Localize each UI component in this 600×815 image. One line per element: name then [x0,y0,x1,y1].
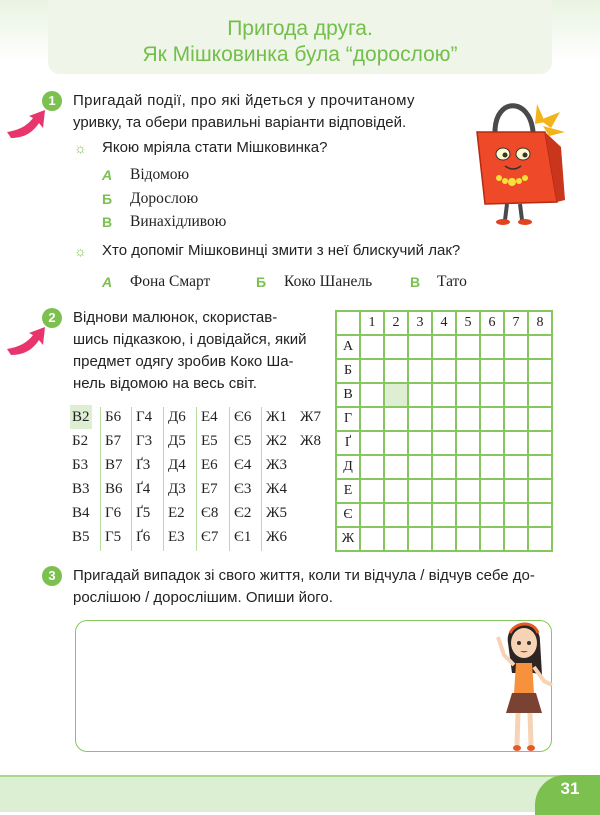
grid-column-label: 4 [432,311,456,335]
grid-cell[interactable] [480,383,504,407]
code-cell: В5 [72,529,90,545]
grid-corner-cell [336,311,360,335]
option-letter: А [102,274,113,290]
grid-header-row [336,311,552,335]
grid-cell[interactable] [360,335,384,359]
code-cell: Е5 [201,433,218,449]
code-cell: Ж6 [266,529,287,545]
sun-bullet-icon: ☼ [74,243,87,259]
code-cell: Б6 [105,409,122,425]
code-column-divider [100,407,101,551]
code-cell: Є5 [234,433,252,449]
grid-cell[interactable] [408,503,432,527]
grid-cell[interactable] [528,527,552,551]
arrow-icon [5,108,47,144]
grid-row-label: Г [336,407,360,431]
code-cell: Ґ5 [136,505,151,521]
grid-cell[interactable] [384,479,408,503]
code-cell: В3 [72,481,90,497]
grid-row [336,431,552,455]
grid-row-label: Є [336,503,360,527]
code-cell: Ж3 [266,457,287,473]
grid-cell[interactable] [456,359,480,383]
code-column-divider [131,407,132,551]
task-number-badge: 2 [42,308,62,328]
question-2: Хто допоміг Мішковинці змити з неї блискучий лак? [102,242,461,259]
option-letter: Б [102,191,113,207]
task-number-badge: 3 [42,566,62,586]
option-letter: Б [256,274,267,290]
code-cell: Ж1 [266,409,287,425]
task2-line-2: шись підказкою, і довідайся, який [73,331,307,348]
code-cell: Е7 [201,481,218,497]
grid-cell[interactable] [408,431,432,455]
grid-cell[interactable] [456,407,480,431]
grid-row-label: Е [336,479,360,503]
code-column-divider [196,407,197,551]
grid-cell[interactable] [384,335,408,359]
grid-cell[interactable] [480,527,504,551]
task3-line-2: рослішою / дорослішим. Опиши його. [73,589,333,606]
code-column-divider [229,407,230,551]
grid-cell[interactable] [504,359,528,383]
code-cell: Є1 [234,529,252,545]
grid-row [336,455,552,479]
grid-row [336,527,552,551]
grid-cell[interactable] [456,527,480,551]
grid-cell[interactable] [528,503,552,527]
code-cell: Ж5 [266,505,287,521]
grid-cell[interactable] [360,527,384,551]
option-text[interactable]: Відомою [130,166,190,183]
grid-cell[interactable] [408,359,432,383]
code-cell: Ґ6 [136,529,151,545]
answer-textarea[interactable] [75,620,552,752]
grid-cell[interactable] [456,479,480,503]
grid-cell[interactable] [360,383,384,407]
code-cell: Є6 [234,409,252,425]
grid-cell[interactable] [480,407,504,431]
grid-cell[interactable] [360,431,384,455]
grid-column-label: 5 [456,311,480,335]
grid-cell[interactable] [480,479,504,503]
grid-row [336,479,552,503]
code-cell: Ґ3 [136,457,151,473]
grid-column-label: 2 [384,311,408,335]
grid-cell[interactable] [504,503,528,527]
grid-cell[interactable] [384,383,408,407]
grid-cell[interactable] [432,479,456,503]
grid-cell[interactable] [384,407,408,431]
grid-cell[interactable] [384,359,408,383]
grid-cell[interactable] [432,455,456,479]
grid-cell[interactable] [408,479,432,503]
grid-column-label: 1 [360,311,384,335]
code-cell: Є2 [234,505,252,521]
grid-cell[interactable] [504,479,528,503]
grid-cell[interactable] [384,431,408,455]
grid-row [336,503,552,527]
task3-instructions [73,565,535,609]
code-cell: Є4 [234,457,252,473]
code-cell: Г6 [105,505,122,521]
code-cell: В6 [105,481,123,497]
grid-cell[interactable] [456,455,480,479]
option-text[interactable]: Фона Смарт [130,273,211,290]
sun-bullet-icon: ☼ [74,140,87,156]
code-cell: Д3 [168,481,186,497]
task1-instructions [73,90,415,134]
grid-cell[interactable] [408,335,432,359]
task-number-badge: 1 [42,91,62,111]
grid-row [336,407,552,431]
task2-line-1: Віднови малюнок, скористав- [73,309,278,326]
grid-cell[interactable] [384,455,408,479]
grid-cell[interactable] [432,407,456,431]
title-banner [48,0,552,74]
page-footer [0,775,600,812]
grid-cell[interactable] [360,455,384,479]
code-cell: Е6 [201,457,218,473]
grid-cell[interactable] [528,479,552,503]
code-cell: Б3 [72,457,89,473]
grid-cell[interactable] [432,503,456,527]
code-column-divider [261,407,262,551]
code-cell: В4 [72,505,90,521]
task3-line-1: Пригадай випадок зі свого життя, коли ти відчула / відчув себе до- [73,567,535,584]
grid-row-label: Ж [336,527,360,551]
grid-cell[interactable] [504,455,528,479]
code-cell: Є7 [201,529,219,545]
grid-cell[interactable] [528,455,552,479]
grid-cell[interactable] [360,503,384,527]
code-column-divider [163,407,164,551]
code-cell: Г4 [136,409,153,425]
title-line-2: Як Мішковинка була “дорослою” [142,43,458,66]
grid-cell[interactable] [504,407,528,431]
grid-cell[interactable] [504,383,528,407]
code-cell: Е2 [168,505,185,521]
picture-grid [335,310,553,552]
code-cell: Є8 [201,505,219,521]
grid-row [336,383,552,407]
code-cell: В7 [105,457,123,473]
grid-row [336,359,552,383]
code-cell: Г3 [136,433,153,449]
grid-cell[interactable] [408,383,432,407]
code-cell: Ґ4 [136,481,151,497]
grid-cell[interactable] [528,335,552,359]
grid-cell[interactable] [408,407,432,431]
code-cell: Д4 [168,457,186,473]
grid-cell[interactable] [456,503,480,527]
handbag-character-illustration [465,92,575,227]
grid-row-label: Ґ [336,431,360,455]
grid-cell[interactable] [360,479,384,503]
grid-cell[interactable] [432,383,456,407]
girl-character-illustration [490,615,560,755]
grid-cell[interactable] [432,431,456,455]
coordinate-hint-table [70,405,332,555]
arrow-icon [5,325,47,361]
grid-cell[interactable] [384,527,408,551]
grid-cell[interactable] [504,527,528,551]
code-cell: Ж7 [300,409,321,425]
code-cell: Ж2 [266,433,287,449]
grid-cell[interactable] [480,359,504,383]
title-line-1: Пригода друга. [227,17,373,40]
grid-column-label: 3 [408,311,432,335]
code-cell: Д5 [168,433,186,449]
grid-cell[interactable] [432,359,456,383]
grid-row-label: В [336,383,360,407]
option-letter: А [102,167,113,183]
grid-cell[interactable] [408,455,432,479]
grid-cell[interactable] [480,431,504,455]
code-cell: Б7 [105,433,122,449]
code-cell: Ж4 [266,481,287,497]
grid-cell[interactable] [528,359,552,383]
grid-cell[interactable] [408,527,432,551]
grid-cell[interactable] [528,431,552,455]
option-letter: В [410,274,421,290]
task1-line-1: Пригадай події, про які йдеться у прочитаному [73,92,415,109]
grid-cell[interactable] [480,335,504,359]
code-cell: Є3 [234,481,252,497]
grid-cell[interactable] [456,383,480,407]
grid-cell[interactable] [528,407,552,431]
grid-column-label: 8 [528,311,552,335]
grid-column-label: 7 [504,311,528,335]
grid-cell[interactable] [504,431,528,455]
grid-cell[interactable] [456,431,480,455]
grid-cell[interactable] [480,503,504,527]
question-1: Якою мріяла стати Мішковинка? [102,139,328,156]
grid-cell[interactable] [432,335,456,359]
grid-cell[interactable] [360,359,384,383]
code-cell: В2 [70,405,92,429]
grid-cell[interactable] [504,335,528,359]
task2-line-4: нель відомою на весь світ. [73,375,257,392]
grid-cell[interactable] [384,503,408,527]
grid-cell[interactable] [528,383,552,407]
grid-cell[interactable] [360,407,384,431]
option-letter: В [102,214,113,230]
option-text[interactable]: Коко Шанель [284,273,373,290]
task2-instructions [73,307,306,395]
grid-row [336,335,552,359]
code-cell: Е3 [168,529,185,545]
grid-row-label: А [336,335,360,359]
grid-row-label: Д [336,455,360,479]
option-text[interactable]: Тато [437,273,467,290]
task2-line-3: предмет одягу зробив Коко Ша- [73,353,294,370]
grid-cell[interactable] [456,335,480,359]
code-cell: Ж8 [300,433,321,449]
option-text[interactable]: Винахідливою [130,213,227,230]
task1-line-2: уривку, та обери правильні варіанти відповідей. [73,114,407,131]
code-cell: Г5 [105,529,122,545]
code-cell: Е4 [201,409,218,425]
grid-cell[interactable] [480,455,504,479]
code-cell: Д6 [168,409,186,425]
page-number: 31 [535,775,600,815]
option-text[interactable]: Дорослою [130,190,199,207]
grid-cell[interactable] [432,527,456,551]
grid-column-label: 6 [480,311,504,335]
grid-row-label: Б [336,359,360,383]
code-cell: Б2 [72,433,89,449]
